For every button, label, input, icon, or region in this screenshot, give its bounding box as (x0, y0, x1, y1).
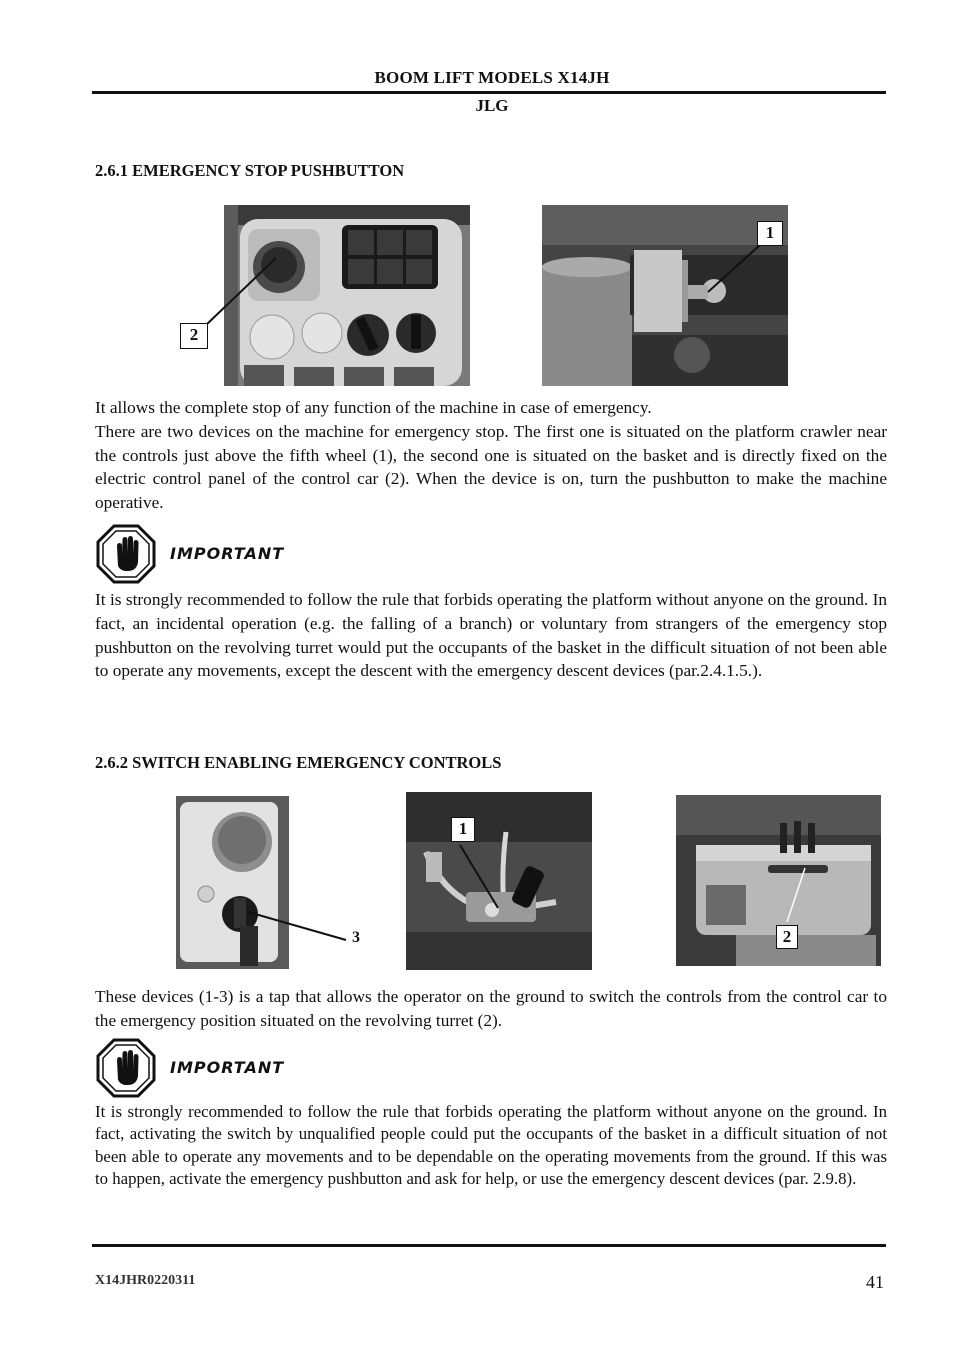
header-title: BOOM LIFT MODELS X14JH (374, 68, 610, 87)
important-text-1-body: It is strongly recommended to follow the rule that forbids operating the platform without anyone on the ground. In fact, an incidental operation (e.g. the falling of a branch) or voluntary from strangers of the emergency stop pushbutton on the revolving turret would put the occupants of the basket in the difficult situation of not been able to operate any movements, except the descent with the emergency descent devices (par.2.4.1.5.). (95, 590, 887, 681)
callout-label-1b: 1 (451, 817, 475, 842)
section1-paragraph-1: It allows the complete stop of any function of the machine in case of emergency. (95, 398, 652, 417)
callout-label-3: 3 (352, 929, 360, 946)
callout-line-3 (240, 900, 355, 950)
footer-document-code: X14JHR0220311 (95, 1273, 196, 1288)
header-rule (92, 91, 886, 94)
callout-label-2b: 2 (776, 925, 798, 949)
header-subtitle: JLG (475, 96, 509, 115)
section-title-2-6-1: 2.6.1 EMERGENCY STOP PUSHBUTTON (95, 161, 405, 180)
callout-label-1: 1 (757, 221, 783, 246)
section-title-2-6-2: 2.6.2 SWITCH ENABLING EMERGENCY CONTROLS (95, 753, 502, 772)
section2-paragraph-body: These devices (1-3) is a tap that allows the operator on the ground to switch the controls from the control car to the emergency position situated on the revolving turret (2). (95, 987, 887, 1030)
callout-label-2: 2 (180, 323, 208, 349)
important-text-1 (95, 588, 887, 683)
important-label-1: IMPORTANT (170, 544, 285, 563)
important-text-2-body: It is strongly recommended to follow the rule that forbids operating the platform without anyone on the ground. In fact, activating the switch by unqualified people could put the occupants of the basket in a difficult situation of not been able to operate any movements and to be dependable on the operating movements from the ground. If this was to happen, activate the emergency pushbutton and ask for help, or use the emergency descent devices (par. 2.9.8). (95, 1102, 887, 1189)
callout-line-1b (450, 840, 530, 920)
stop-hand-icon-2 (96, 1038, 156, 1098)
callout-line-1 (690, 240, 780, 310)
section2-paragraph (95, 985, 887, 1033)
footer-rule (92, 1244, 886, 1247)
section1-paragraph (95, 396, 887, 515)
callout-line-2b (775, 860, 815, 930)
section1-paragraph-2: There are two devices on the machine for emergency stop. The first one is situated on the platform crawler near the controls just above the fifth wheel (1), the second one is situated on the basket and is directly fixed on the electric control panel of the control car (2). When the device is on, turn the pushbutton to make the machine operative. (95, 421, 887, 513)
important-text-2 (95, 1101, 887, 1191)
important-label-2: IMPORTANT (170, 1058, 285, 1077)
page-number: 41 (866, 1272, 884, 1292)
stop-hand-icon (96, 524, 156, 584)
